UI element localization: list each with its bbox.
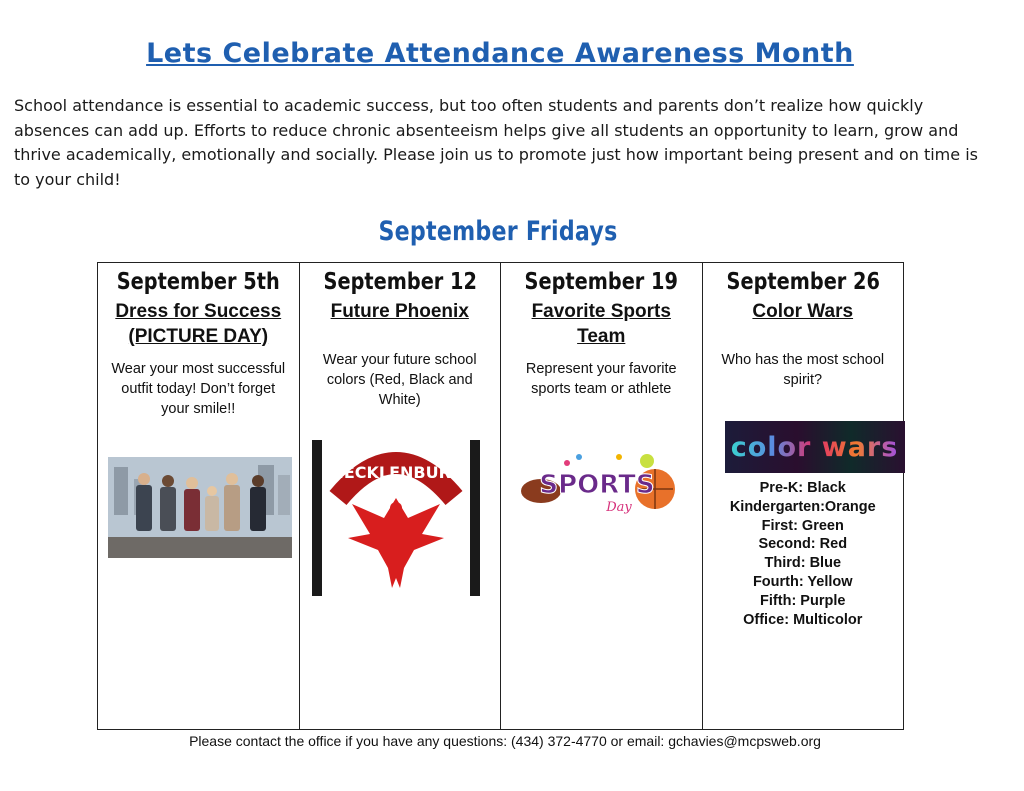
column-date: September 12 [323, 269, 477, 295]
column-description: Represent your favorite sports team or athlete [525, 361, 677, 397]
column-description: Wear your most successful outfit today! Don’t forget your smile!! [111, 361, 286, 417]
column-description: Wear your future school colors (Red, Black and White) [322, 352, 477, 408]
logo-text: SPORTS [539, 470, 655, 500]
grade-item: Fifth: Purple [760, 592, 846, 609]
grade-item: Pre-K: Black [759, 480, 846, 496]
column-date: September 5th [116, 269, 280, 295]
theme-line-2: (PICTURE DAY) [128, 326, 269, 347]
color-wars-banner [725, 421, 905, 473]
logo-subtext: Day [606, 500, 632, 515]
grade-color-list [703, 479, 904, 629]
column-description: Who has the most school spirit? [721, 352, 885, 388]
column-theme: Future Phoenix [330, 301, 469, 322]
column-sept-19 [501, 263, 703, 729]
section-subtitle: September Fridays [378, 216, 618, 247]
column-date: September 26 [726, 269, 880, 295]
column-theme [98, 299, 299, 349]
column-theme: Favorite Sports Team [531, 301, 671, 347]
logo-text: MECKLENBURG [327, 463, 464, 482]
grade-item: Second: Red [758, 536, 848, 553]
banner-text: color wars [730, 431, 899, 463]
students-photo-art [108, 457, 292, 558]
grade-item: Third: Blue [764, 555, 842, 572]
grade-item: Kindergarten:Orange [729, 498, 876, 515]
mecklenburg-phoenix-logo [308, 438, 484, 598]
page-title: Lets Celebrate Attendance Awareness Month [146, 38, 854, 69]
intro-paragraph: School attendance is essential to academic success, but too often students and parents don’t realize how quickly absences can add up. Efforts to reduce chronic absenteeism helps give all students an opportunity to learn, grow and thrive academically, emotionally and socially. Please join us to promote just how important being present and on time is to your child! [14, 96, 978, 189]
grade-item: Office: Multicolor [743, 611, 863, 628]
column-theme: Color Wars [752, 301, 854, 322]
grade-item: Fourth: Yellow [752, 573, 853, 590]
column-date: September 19 [524, 269, 678, 295]
students-photo [108, 457, 292, 558]
sports-day-logo [519, 443, 679, 521]
column-sept-5 [98, 263, 300, 729]
fridays-table [97, 262, 904, 730]
column-sept-12 [300, 263, 502, 729]
column-sept-26 [703, 263, 904, 729]
grade-item: First: Green [761, 517, 844, 534]
theme-line-1: Dress for Success [115, 301, 282, 322]
contact-footer: Please contact the office if you have any questions: (434) 372-4770 or email: gchavies@mcpsweb.org [189, 733, 821, 749]
